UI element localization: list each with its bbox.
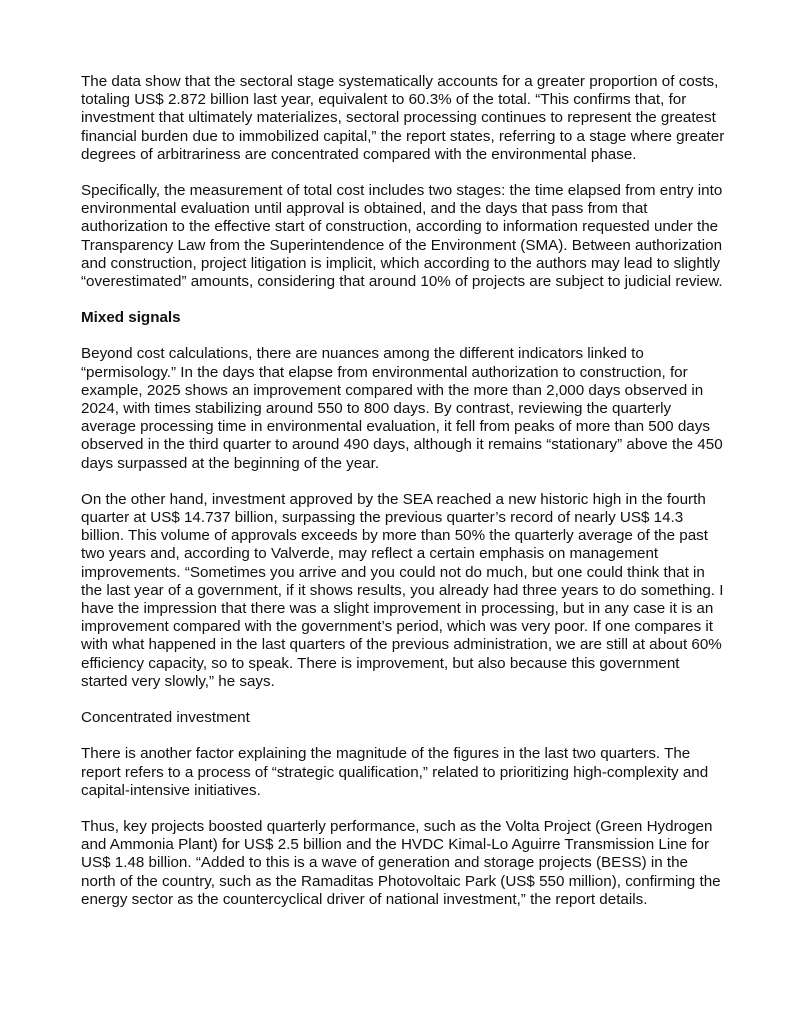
paragraph-permisology-nuances: Beyond cost calculations, there are nuances among the different indicators linked to “permisology.” In the days that elapse from environmental authorization to construction, for example, 2025 shows an improvement compared with the more than 2,000 days observed in 2024, with times stabilizing around 550 to 800 days. By contrast, reviewing the quarterly average processing time in environmental evaluation, it fell from peaks of more than 500 days observed in the third quarter to around 490 days, although it remains “stationary” above the 450 days surpassed at the beginning of the year. [81,345,723,472]
paragraph-cost-measurement: Specifically, the measurement of total cost includes two stages: the time elapsed from entry into environmental evaluation until approval is obtained, and the days that pass from that authorization to the effective start of construction, according to information requested under the Transparency Law from the Superintendence of the Environment (SMA). Between authorization and construction, project litigation is implicit, which according to the authors may lead to slightly “overestimated” amounts, considering that around 10% of projects are subject to judicial review. [81,182,723,291]
paragraph-key-projects: Thus, key projects boosted quarterly performance, such as the Volta Project (Green Hydrogen and Ammonia Plant) for US$ 2.5 billion and the HVDC Kimal-Lo Aguirre Transmission Line for US$ 1.48 billion. “Added to this is a wave of generation and storage projects (BESS) in the north of the country, such as the Ramaditas Photovoltaic Park (US$ 550 million), confirming the energy sector as the countercyclical driver of national investment,” the report details. [81,817,721,908]
heading-concentrated-investment: Concentrated investment [81,709,250,727]
paragraph-sectoral-costs: The data show that the sectoral stage systematically accounts for a greater proportion of costs, totaling US$ 2.872 billion last year, equivalent to 60.3% of the total. “This confirms that, for investment that ultimately materializes, sectoral processing continues to represent the greatest financial burden due to immobilized capital,” the report states, referring to a stage where greater degrees of arbitrariness are concentrated compared with the environmental phase. [81,73,725,163]
paragraph-sea-investment-record: On the other hand, investment approved by the SEA reached a new historic high in the fourth quarter at US$ 14.737 billion, surpassing the previous quarter’s record of nearly US$ 14.3 billion. This volume of approvals exceeds by more than 50% the quarterly average of the past two years and, according to Valverde, may reflect a certain emphasis on management improvements. “Sometimes you arrive and you could not do much, but one could think that in the last year of a government, if it shows results, you already had three years to do something. I have the impression that there was a slight improvement in processing, but in any case it is an improvement compared with the government’s period, which was very poor. If one compares it with what happened in the last quarters of the previous administration, we are still at about 60% efficiency capacity, so to speak. There is improvement, but also because this government started very slowly,” he says. [81,490,724,690]
paragraph-strategic-qualification: There is another factor explaining the magnitude of the figures in the last two quarters. The report refers to a process of “strategic qualification,” related to prioritizing high-complexity and capital-intensive initiatives. [81,745,709,799]
document-page [81,73,726,927]
heading-mixed-signals: Mixed signals [81,309,181,327]
